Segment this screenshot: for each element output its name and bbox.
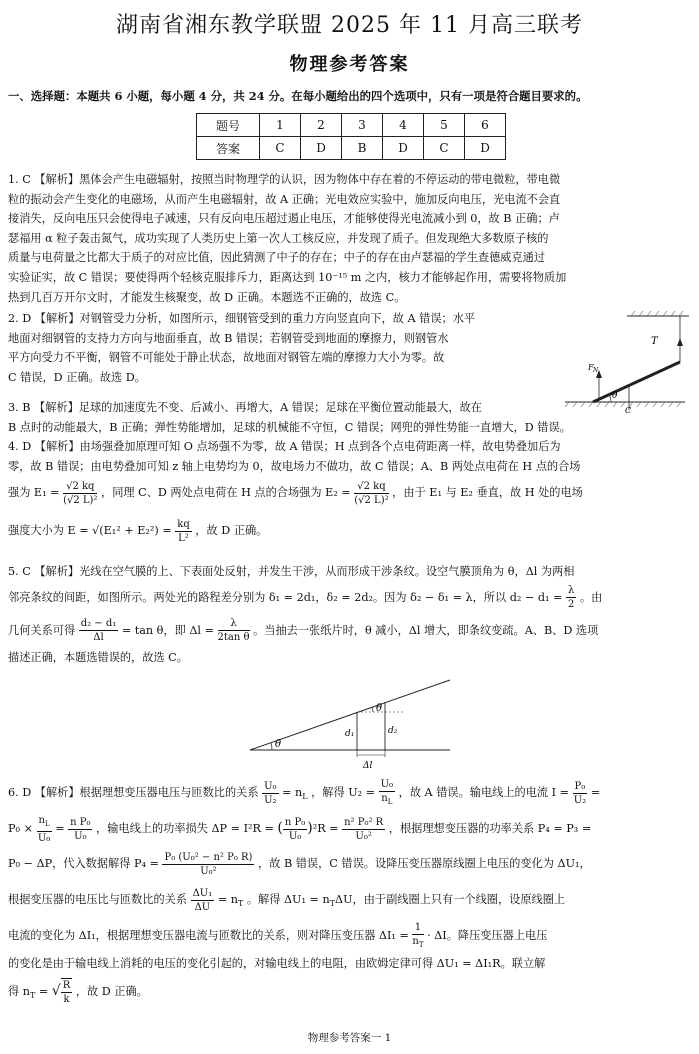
q6-text: 得 n	[8, 984, 30, 998]
q6-text: ，故 D 正确。	[75, 984, 148, 998]
q4-text: 强度大小为 E = √(E₁² + E₂²) =	[8, 524, 172, 538]
answer-table-row-numbers	[197, 114, 506, 137]
fraction-numerator-text: n	[38, 814, 45, 826]
fraction-numerator: R	[62, 979, 71, 991]
q5-text: 。当抽去一张纸片时，θ 减小，Δl 增大，即条纹变疏。A、B、D 选项	[253, 623, 599, 637]
fraction-denominator: ΔU	[194, 901, 211, 913]
label-delta-l: Δl	[363, 761, 373, 770]
label-d1: d₁	[345, 729, 355, 739]
wedge-film-figure	[245, 675, 455, 770]
cell-number: 6	[465, 114, 506, 137]
q2-line: 平方向受力不平衡，钢管不可能处于静止状态，故地面对钢管左端的摩擦力大小为零。故	[8, 351, 445, 365]
q1-line: 1. C 【解析】黑体会产生电磁辐射，按照当时物理学的认识，因为物体中存在着的不停运动的带电微粒，带电微	[8, 173, 561, 186]
page-subtitle: 物理参考答案	[289, 54, 410, 75]
paren-close: )	[307, 820, 313, 836]
subscript: T	[418, 940, 424, 949]
q6-line	[8, 918, 688, 954]
fraction	[68, 816, 92, 843]
fraction-numerator: 1	[412, 921, 423, 935]
fraction-numerator: λ	[568, 585, 575, 597]
fraction	[37, 814, 52, 845]
q6-text: 电流的变化为 ΔI₁，根据理想变压器电流与匝数比的关系，则对降压变压器 ΔI₁ =	[8, 929, 409, 942]
question-5	[8, 562, 688, 667]
fraction-denominator: U₀	[288, 830, 302, 842]
fraction-numerator	[37, 814, 52, 832]
page-title: 湖南省湘东教学联盟 2025 年 11 月高三联考	[116, 13, 583, 38]
section-heading: 一、选择题：本题共 6 小题，每小题 4 分，共 24 分。在每小题给出的四个选项中，只有一项是符合题目要求的。	[8, 89, 588, 103]
cell-answer: C	[424, 137, 465, 160]
subscript: L	[44, 819, 50, 828]
fraction	[191, 887, 215, 914]
q6-text: ，输电线上的功率损失 ΔP = I²R =	[96, 822, 274, 835]
cell-number: 2	[301, 114, 342, 137]
fraction-denominator: 2	[568, 599, 575, 611]
q6-text: · ΔI。降压变压器上电压	[427, 929, 548, 942]
subscript: L	[302, 792, 308, 802]
row-label-number: 题号	[197, 114, 260, 137]
q1-line: 热到几百万开尔文时，才能发生核聚变，故 D 正确。本题选不正确的，故选 C。	[8, 290, 406, 304]
q4-text: 强为 E₁ =	[8, 486, 60, 500]
q4-text: ，故 D 正确。	[195, 524, 268, 538]
answer-table-row-answers	[197, 137, 506, 160]
q6-text: 。解得 ΔU₁ = n	[246, 893, 330, 906]
q5-text: 。由	[579, 590, 603, 604]
fraction-numerator: kq	[177, 518, 190, 530]
fraction-denominator: U₀	[37, 832, 51, 844]
fraction-numerator: n P₀	[284, 816, 306, 828]
fraction-numerator: P₀ (U₀² − n² P₀ R)	[164, 851, 253, 863]
subscript: T	[237, 899, 244, 909]
fraction-denominator: L²	[178, 532, 189, 544]
subscript: T	[329, 899, 336, 909]
q6-text: P₀ ×	[8, 822, 33, 835]
subscript: T	[29, 990, 36, 1000]
q6-line: 的变化是由于输电线上消耗的电压的变化引起的，对输电线上的电阻，由欧姆定律可得 ΔU₁ = ΔI₁R。联立解	[8, 957, 546, 970]
fraction-numerator: U₀	[264, 780, 277, 792]
fraction-denominator: (√2 L)²	[354, 494, 389, 506]
fraction-numerator: n² P₀² R	[344, 816, 384, 828]
q2-line: 2. D 【解析】对钢管受力分析，如图所示，细钢管受到的重力方向竖直向下，故 A 错误；水平	[8, 312, 476, 325]
fraction	[218, 617, 250, 644]
q3-line: 3. B 【解析】足球的加速度先不变、后减小、再增大，A 错误；足球在平衡位置动能最大，故在	[8, 401, 482, 414]
q6-text: P₀ − ΔP，代入数据解得 P₄ =	[8, 857, 159, 870]
fraction-denominator: 2tan θ	[217, 632, 250, 644]
fraction-denominator: k	[63, 993, 70, 1005]
cell-answer: D	[301, 137, 342, 160]
fraction	[175, 518, 191, 545]
cell-answer: C	[260, 137, 301, 160]
q5-line: 描述正确，本题选错误的，故选 C。	[8, 650, 188, 664]
fraction	[566, 584, 576, 611]
q6-text: 根据变压器的电压比与匝数比的关系	[8, 893, 188, 906]
row-label-answer: 答案	[197, 137, 260, 160]
q5-line: 5. C 【解析】光线在空气膜的上、下表面处反射，并发生干涉，从而形成干涉条纹。设空气膜顶角为 θ，Δl 为两相	[8, 565, 575, 578]
cell-number: 1	[260, 114, 301, 137]
fraction-numerator: n P₀	[70, 816, 91, 828]
label-theta: θ	[612, 391, 618, 401]
q6-text: ，根据理想变压器的功率关系 P₄ = P₃ =	[388, 822, 592, 835]
q6-text: = n	[282, 786, 303, 799]
q6-text: = n	[217, 893, 238, 906]
q4-line	[8, 514, 688, 548]
q3-line: B 点时的动能最大，B 正确；弹性势能增加，足球的机械能不守恒，C 错误；网兜的弹性势能一直增大，D 错误。	[8, 420, 571, 434]
cell-answer: D	[465, 137, 506, 160]
fraction-denominator	[379, 792, 395, 809]
label-C: C	[625, 406, 632, 415]
q1-line: 瑟福用 α 粒子轰击氮气，成功实现了人类历史上第一次人工核反应，并发现了质子。但发现绝大多数原子核的	[8, 231, 549, 245]
question-1	[8, 170, 688, 307]
cell-answer: D	[383, 137, 424, 160]
cell-number: 5	[424, 114, 465, 137]
q6-text: =	[38, 984, 49, 998]
q2-line: C 错误，D 正确。故选 D。	[8, 370, 146, 384]
q6-line	[8, 882, 688, 918]
paren-open: (	[277, 820, 283, 836]
q1-line: 实验证实，故 C 错误；要使得两个轻核克服排斥力，距离达到 10⁻¹⁵ m 之内，核力才能够起作用，需要将物质加	[8, 270, 567, 284]
question-6	[8, 776, 688, 1008]
q2-line: 地面对细钢管的支持力方向与地面垂直，故 B 错误；若钢管受到地面的摩擦力，则钢管水	[8, 331, 449, 345]
q4-line	[8, 476, 688, 510]
q6-text: ，故 B 错误，C 错误。设降压变压器原线圈上电压的变化为 ΔU₁，	[258, 857, 591, 870]
label-T: T	[651, 336, 658, 347]
q6-line	[8, 974, 688, 1008]
q6-text: ²R =	[312, 822, 339, 835]
fraction	[79, 617, 119, 644]
page-footer: 物理参考答案一 1	[307, 1032, 392, 1044]
q5-line	[8, 614, 688, 648]
q6-line	[8, 776, 688, 810]
q5-text: 邻亮条纹的间距，如图所示。两处光的路程差分别为 δ₁ = 2d₁，δ₂ = 2d₂。因为 δ₂ − δ₁ = λ，所以 d₂ − d₁ =	[8, 590, 563, 604]
fraction	[162, 851, 254, 878]
fraction-numerator: ΔU₁	[192, 887, 213, 899]
sqrt-sign: √	[51, 982, 61, 999]
q1-line: 质量与电荷量之比都大于质子的对应比值，因此猜测了中子的存在；中子的存在由卢瑟福的学生查德威克通过	[8, 251, 546, 265]
q6-text: 6. D 【解析】根据理想变压器电压与匝数比的关系	[8, 786, 259, 799]
question-2	[8, 309, 563, 387]
label-FN: F	[588, 363, 594, 372]
fraction	[342, 816, 385, 843]
fraction-numerator: √2 kq	[354, 480, 388, 494]
q1-line: 粒的振动会产生变化的电磁场，从而产生电磁辐射，故 A 正确；光电效应实验中，施加反向电压，光电流不会直	[8, 192, 561, 206]
fraction-numerator: P₀	[574, 780, 586, 792]
fraction	[61, 978, 73, 1006]
question-3	[8, 398, 688, 437]
q4-line: 零，故 B 错误；由电势叠加可知 z 轴上电势均为 0，故电场力不做功，故 C 错误；A、B 两处点电荷在 H 点的合场	[8, 459, 581, 473]
q1-line: 接消失，反向电压只会使得电子减速，只有反向电压超过遏止电压，才能够使得光电流减小到 0，故 B 正确；卢	[8, 212, 560, 226]
fraction	[262, 780, 278, 807]
cell-answer: B	[342, 137, 383, 160]
q6-text: =	[55, 822, 65, 835]
q6-text: ΔU，由于副线圈上只有一个线圈，设原线圈上	[335, 893, 566, 906]
label-d2: d₂	[388, 726, 398, 736]
fraction-numerator: √2 kq	[63, 480, 97, 494]
fraction	[379, 778, 395, 809]
q6-text: ，故 A 错误。输电线上的电流 I =	[398, 786, 569, 799]
question-4	[8, 437, 688, 548]
fraction-denominator: U₀²	[200, 865, 217, 877]
q6-text: ，解得 U₂ =	[311, 786, 376, 799]
q5-text: 几何关系可得	[8, 623, 76, 637]
fraction-numerator: λ	[218, 617, 250, 631]
fraction	[412, 921, 423, 952]
q6-line	[8, 810, 688, 846]
q5-line	[8, 582, 688, 614]
fraction-denominator	[412, 935, 423, 952]
label-FN-sub: N	[593, 367, 599, 374]
cell-number: 4	[383, 114, 424, 137]
fraction-denominator: U₀²	[355, 830, 372, 842]
label-theta-2: θ	[376, 703, 383, 714]
fraction-denominator: (√2 L)²	[63, 494, 98, 506]
fraction	[63, 480, 97, 507]
q4-text: ，由于 E₁ 与 E₂ 垂直，故 H 处的电场	[392, 486, 583, 500]
q4-line: 4. D 【解析】由场强叠加原理可知 O 点场强不为零，故 A 错误；H 点到各个点电荷距离一样，故电势叠加后为	[8, 440, 561, 453]
label-theta-1: θ	[275, 739, 282, 750]
subscript: L	[387, 797, 393, 806]
cell-number: 3	[342, 114, 383, 137]
fraction-denominator-text: n	[381, 792, 388, 804]
fraction-denominator: U₂	[264, 794, 277, 806]
fraction-numerator: U₀	[380, 778, 394, 790]
fraction	[354, 480, 388, 507]
fraction-denominator-text: n	[412, 935, 419, 947]
fraction-denominator: U₀	[74, 830, 87, 842]
q6-line	[8, 846, 688, 882]
fraction-numerator: d₂ − d₁	[80, 618, 117, 630]
q4-text: ，同理 C、D 两处点电荷在 H 点的合场强为 E₂ =	[101, 486, 351, 500]
fraction-denominator: Δl	[93, 632, 104, 644]
q6-text: =	[590, 786, 601, 799]
fraction	[283, 816, 307, 843]
fraction	[573, 780, 588, 807]
answer-table	[196, 113, 506, 160]
fraction-denominator: U₂	[573, 794, 587, 806]
q5-text: = tan θ，即 Δl =	[121, 623, 214, 637]
